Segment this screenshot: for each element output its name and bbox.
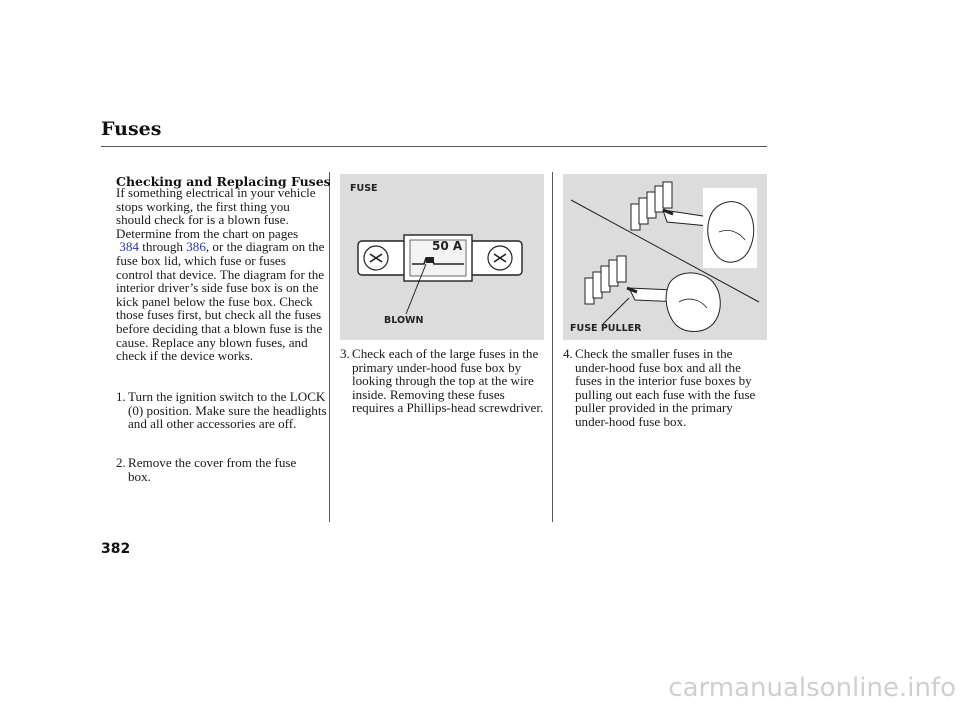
watermark: carmanualsonline.info [668, 673, 956, 703]
fuse-figure [340, 174, 544, 340]
step-text: Check the smaller fuses in the under-hood fuse box and all the fuses in the interior fuse boxes by pulling out each fuse with the fuse puller provided in the primary under-hood fuse box. [575, 346, 756, 429]
intro-text-2: , or the diagram on the fuse box lid, which fuse or fuses control that device. The diagram for the interior driver’s side fuse box is on the kick panel below the fuse box. Check those fuses first, but check all the fuses before deciding that a blown fuse is the cause. Replace any blown fuses, and check if the device works. [116, 239, 325, 364]
step-text: Remove the cover from the fuse box. [128, 455, 297, 484]
section-heading: Checking and Replacing Fuses [116, 174, 331, 189]
page-link-386[interactable]: 386 [186, 239, 206, 255]
column-divider-1 [329, 172, 330, 522]
step-3 [340, 347, 550, 437]
fuse-label: FUSE [350, 183, 378, 194]
fuse-puller-figure [563, 174, 767, 340]
blown-label: BLOWN [384, 315, 424, 326]
step-text: Turn the ignition switch to the LOCK (0) position. Make sure the headlights and all other accessories are off. [128, 389, 327, 432]
step-number: 3. [340, 346, 350, 361]
page-title: Fuses [101, 118, 162, 140]
fuse-illustration [340, 174, 544, 340]
intro-text-1: If something electrical in your vehicle stops working, the first thing you should check for is a blown fuse. Determine from the chart on pages [116, 185, 316, 241]
intro-paragraph [116, 186, 326, 363]
step-number: 1. [116, 389, 126, 404]
step-1 [116, 390, 326, 450]
fuse-puller-label: FUSE PULLER [570, 323, 642, 334]
header-rule [101, 146, 767, 147]
intro-through: through [142, 239, 183, 255]
page-link-384[interactable]: 384 [119, 239, 139, 255]
step-number: 4. [563, 346, 573, 361]
step-2 [116, 456, 326, 486]
step-4 [563, 347, 767, 437]
column-divider-2 [552, 172, 553, 522]
step-text: Check each of the large fuses in the primary under-hood fuse box by looking through the top at the wire inside. Removing these fuses requires a Phillips-head screwdriver. [352, 346, 544, 416]
fuse-rating: 50 A [432, 239, 463, 253]
step-number: 2. [116, 455, 126, 470]
fuse-puller-illustration [563, 174, 767, 340]
page-number: 382 [101, 541, 131, 557]
